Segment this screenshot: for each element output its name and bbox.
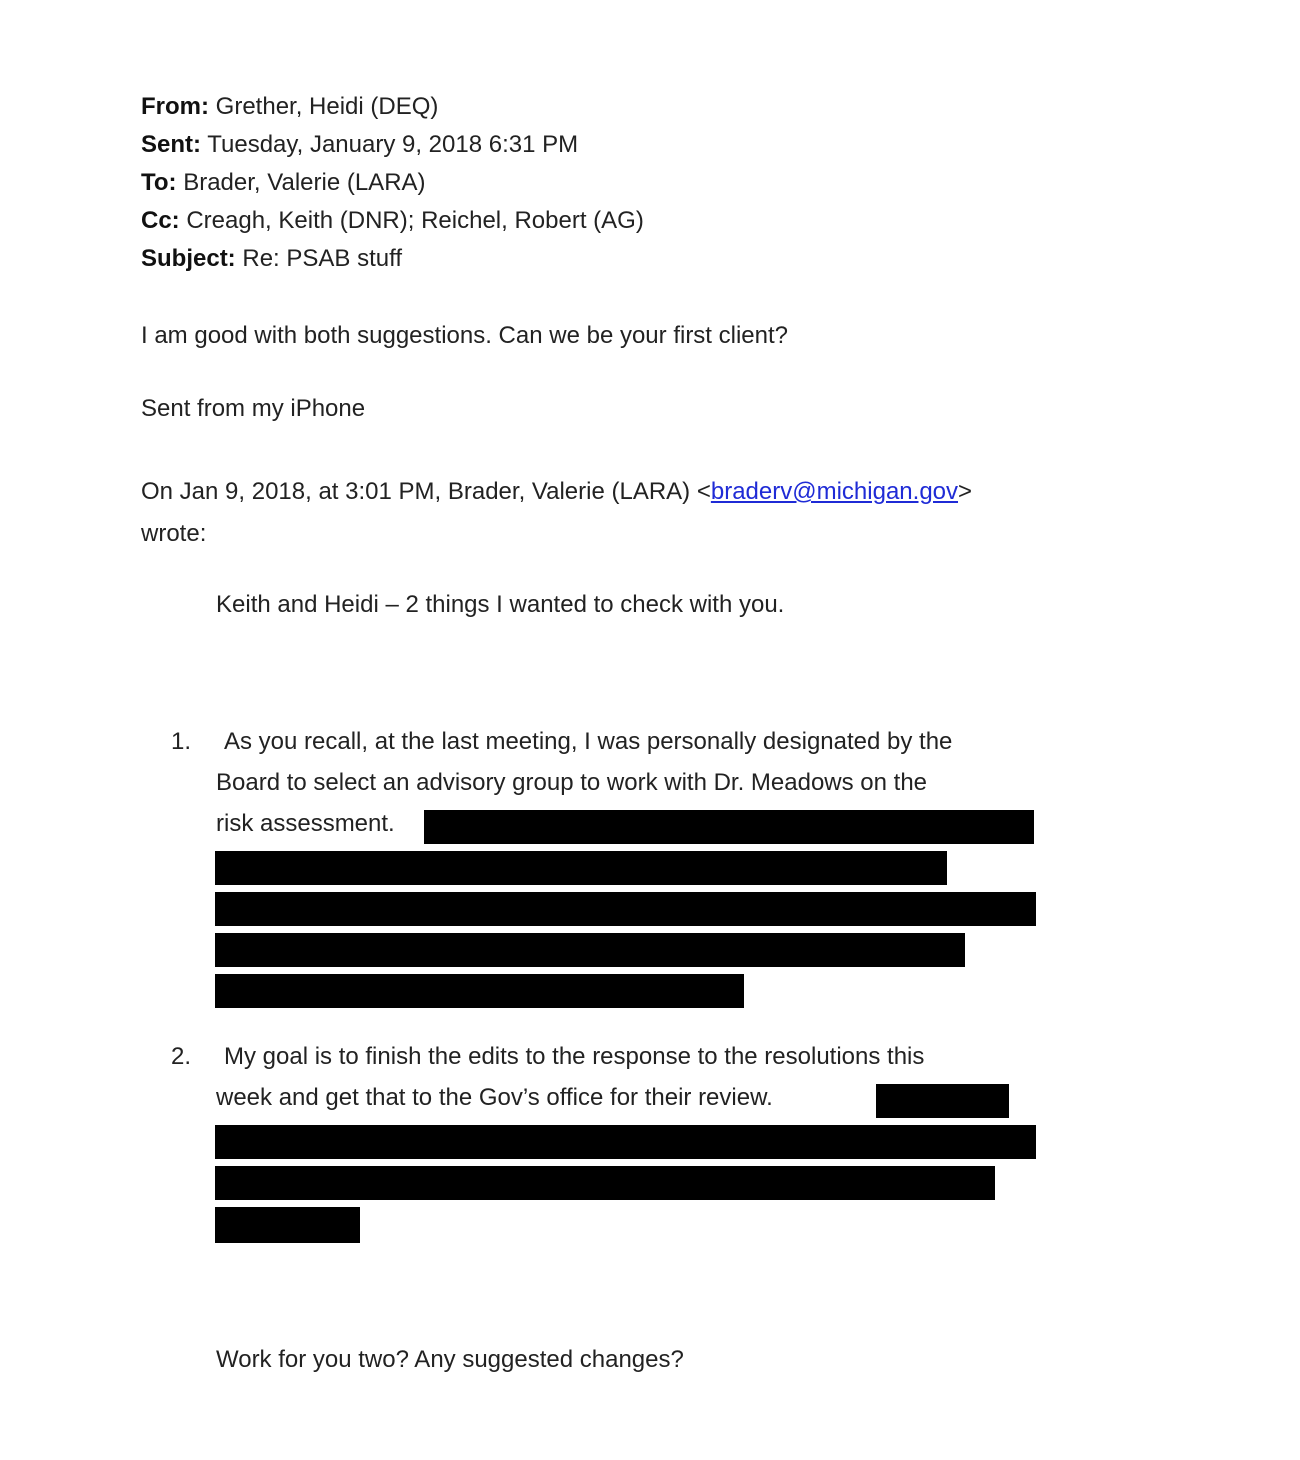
redaction-block [215, 1166, 995, 1200]
subject-value: Re: PSAB stuff [242, 245, 402, 272]
cc-line [141, 202, 644, 240]
to-value: Brader, Valerie (LARA) [183, 169, 426, 196]
quote-intro [141, 478, 972, 506]
redaction-block [215, 933, 965, 967]
sent-value: Tuesday, January 9, 2018 6:31 PM [207, 131, 579, 158]
quoted-closing: Work for you two? Any suggested changes? [216, 1346, 684, 1373]
quote-intro-prefix: On Jan 9, 2018, at 3:01 PM, Brader, Valerie (LARA) < [141, 478, 711, 505]
item2-line1: My goal is to finish the edits to the response to the resolutions this [224, 1043, 925, 1070]
reply-body: I am good with both suggestions. Can we be your first client? [141, 322, 789, 349]
sent-label: Sent: [141, 131, 201, 158]
item1-line3: risk assessment. [216, 810, 395, 837]
redaction-block [424, 810, 1034, 844]
sender-email-link[interactable]: braderv@michigan.gov [710, 478, 959, 505]
reply-signature: Sent from my iPhone [141, 395, 366, 422]
subject-line [141, 240, 402, 278]
cc-value: Creagh, Keith (DNR); Reichel, Robert (AG) [186, 207, 644, 234]
to-label: To: [141, 169, 177, 196]
item2-number: 2. [171, 1043, 192, 1070]
to-line [141, 164, 426, 202]
quote-intro-suffix: > [958, 478, 973, 505]
item2-line2: week and get that to the Gov’s office for their review. [216, 1084, 773, 1111]
redaction-block [215, 851, 947, 885]
redaction-block [215, 974, 744, 1008]
from-value: Grether, Heidi (DEQ) [215, 93, 439, 120]
quoted-greeting: Keith and Heidi – 2 things I wanted to check with you. [216, 591, 785, 618]
cc-label: Cc: [141, 207, 180, 234]
redaction-block [215, 1125, 1036, 1159]
item1-line1: As you recall, at the last meeting, I was personally designated by the [224, 728, 953, 755]
from-label: From: [141, 93, 209, 120]
sent-line [141, 126, 578, 164]
redaction-block [215, 1207, 360, 1243]
subject-label: Subject: [141, 245, 236, 272]
redaction-block [215, 892, 1036, 926]
from-line [141, 88, 438, 126]
item1-number: 1. [171, 728, 192, 755]
item1-line2: Board to select an advisory group to work with Dr. Meadows on the [216, 769, 928, 796]
quote-intro-wrote: wrote: [141, 520, 207, 547]
redaction-block [876, 1084, 1009, 1118]
